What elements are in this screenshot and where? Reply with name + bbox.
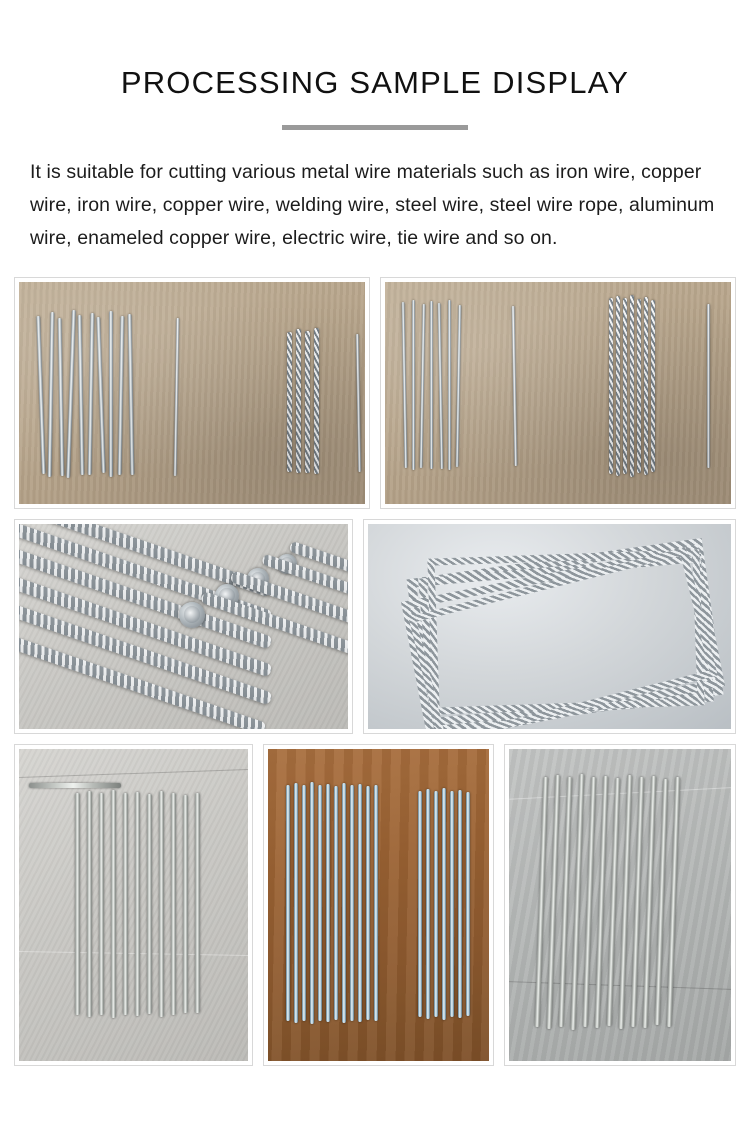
photo-cut-wires-on-cardboard-right (380, 277, 736, 509)
title-divider (282, 125, 468, 130)
photo-cut-wires-on-cardboard-left (14, 277, 370, 509)
sample-gallery (0, 277, 750, 1066)
photo-cut-rods-on-steel-plate (504, 744, 736, 1066)
photo-surface (509, 749, 731, 1061)
page-title: PROCESSING SAMPLE DISPLAY (120, 64, 630, 100)
intro-paragraph: It is suitable for cutting various metal wire materials such as iron wire, copper wire, iron wire, copper wire, welding wire, steel wire, steel wire rope, aluminum wire, enameled copper wire, electric wire, tie wire and so on. (30, 160, 715, 249)
photo-surface (268, 749, 490, 1061)
photo-surface (368, 524, 731, 729)
photo-surface (385, 282, 731, 504)
photo-cut-wires-on-wood-table (263, 744, 495, 1066)
photo-surface (19, 282, 365, 504)
photo-steel-wire-rope-coil (363, 519, 736, 734)
photo-straight-cut-rods-concrete (14, 744, 253, 1066)
photo-stranded-steel-cable-ends (14, 519, 353, 734)
photo-surface (19, 524, 348, 729)
photo-surface (19, 749, 248, 1061)
gallery-row (14, 277, 736, 509)
gallery-row (14, 519, 736, 734)
gallery-row (14, 744, 736, 1066)
page-root (0, 21, 750, 1130)
